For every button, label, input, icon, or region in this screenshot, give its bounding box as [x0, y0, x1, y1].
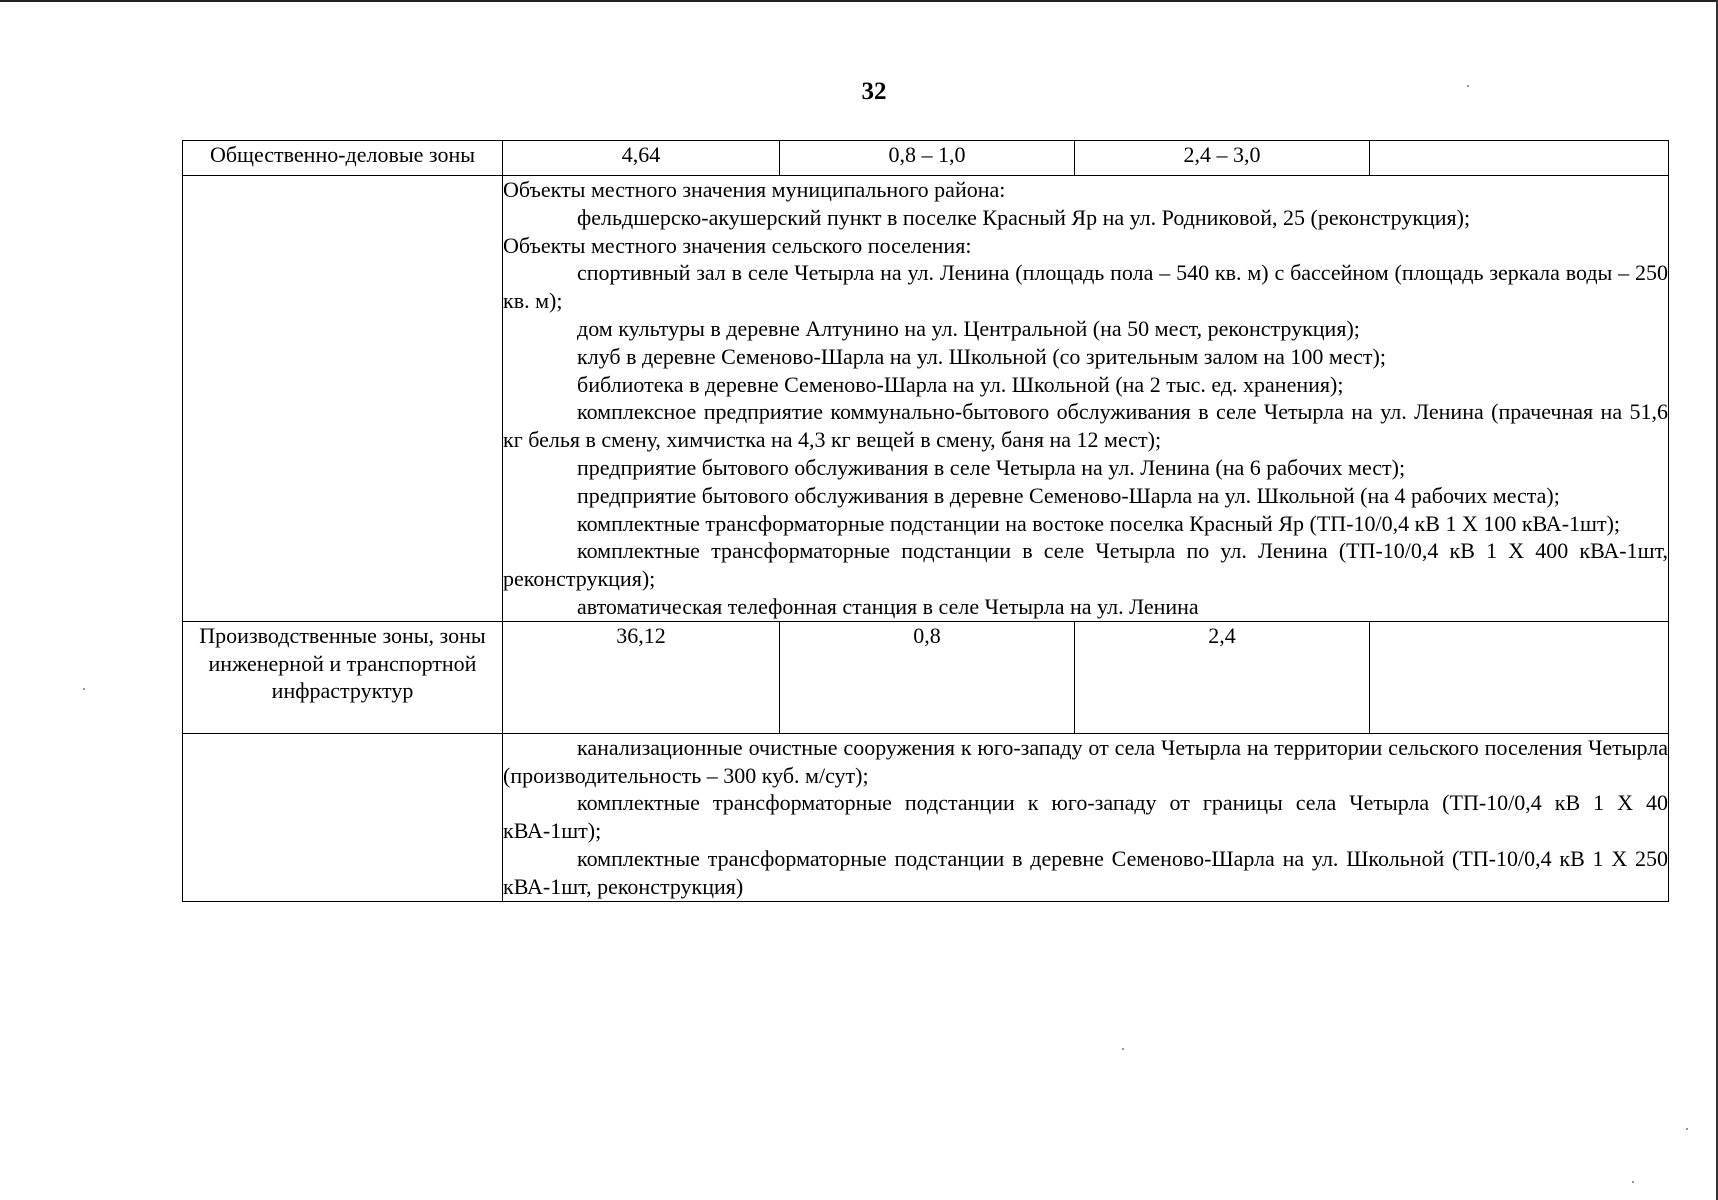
- value-cell: 0,8: [780, 621, 1075, 733]
- value-cell: [1370, 141, 1669, 176]
- zone-name-cell: Производственные зоны, зоны инженерной и транспортной инфраструктур: [183, 621, 503, 733]
- value-cell: [1370, 621, 1669, 733]
- object-item: комплексное предприятие коммунально-бытового обслуживания в селе Четырла на ул. Ленина (прачечная на 51,6 кг белья в смену, химчистка на 4,3 кг вещей в смену, баня на 12 мест);: [503, 399, 1668, 453]
- object-item: фельдшерско-акушерский пункт в поселке Красный Яр на ул. Родниковой, 25 (реконструкция);: [577, 204, 1471, 230]
- objects-cell: [503, 176, 1669, 622]
- object-item: предприятие бытового обслуживания в деревне Семеново-Шарла на ул. Школьной (на 4 рабочих места);: [577, 482, 1560, 508]
- object-item: спортивный зал в селе Четырла на ул. Ленина (площадь пола – 540 кв. м) с бассейном (площадь зеркала воды – 250 кв. м);: [503, 260, 1668, 314]
- objects-cell: [503, 733, 1669, 901]
- object-item: библиотека в деревне Семеново-Шарла на ул. Школьной (на 2 тыс. ед. хранения);: [577, 371, 1344, 397]
- table-row-production-objects: [183, 733, 1669, 901]
- empty-zone-cell: [183, 733, 503, 901]
- object-item: предприятие бытового обслуживания в селе Четырла на ул. Ленина (на 6 рабочих мест);: [577, 454, 1406, 480]
- zones-table: [182, 140, 1669, 902]
- scan-speck: [1467, 85, 1469, 87]
- value-cell: 2,4 – 3,0: [1075, 141, 1370, 176]
- table-row-public-business: [183, 141, 1669, 176]
- page-number: 32: [861, 78, 887, 105]
- scan-speck: [1122, 1048, 1124, 1050]
- object-item: комплектные трансформаторные подстанции на востоке поселка Красный Яр (ТП-10/0,4 кВ 1 Х 100 кВА-1шт);: [577, 510, 1621, 536]
- object-item: комплектные трансформаторные подстанции к юго-западу от границы села Четырла (ТП-10/0,4 кВ 1 Х 40 кВА-1шт);: [503, 790, 1668, 844]
- value-cell: 4,64: [503, 141, 780, 176]
- value-cell: 0,8 – 1,0: [780, 141, 1075, 176]
- object-item: комплектные трансформаторные подстанции в селе Четырла по ул. Ленина (ТП-10/0,4 кВ 1 Х 400 кВА-1шт, реконструкция);: [503, 538, 1668, 592]
- scan-speck: [83, 688, 85, 690]
- zone-name-cell: Общественно-деловые зоны: [183, 141, 503, 176]
- value-cell: 36,12: [503, 621, 780, 733]
- object-item: комплектные трансформаторные подстанции в деревне Семеново-Шарла на ул. Школьной (ТП-10/0,4 кВ 1 Х 250 кВА-1шт, реконструкция): [503, 845, 1668, 899]
- object-item: автоматическая телефонная станция в селе Четырла на ул. Ленина: [577, 593, 1199, 619]
- object-item: дом культуры в деревне Алтунино на ул. Центральной (на 50 мест, реконструкция);: [577, 315, 1360, 341]
- value-cell: 2,4: [1075, 621, 1370, 733]
- object-item: канализационные очистные сооружения к юго-западу от села Четырла на территории сельского поселения Четырла (производительность – 300 куб. м/сут);: [503, 734, 1668, 788]
- objects-heading: Объекты местного значения муниципального района:: [503, 177, 1006, 202]
- page-top-border: [0, 0, 1718, 2]
- scan-speck: [1632, 1181, 1634, 1183]
- table-row-public-business-objects: [183, 176, 1669, 622]
- object-item: клуб в деревне Семеново-Шарла на ул. Школьной (со зрительным залом на 100 мест);: [577, 343, 1386, 369]
- objects-heading: Объекты местного значения сельского поселения:: [503, 232, 972, 258]
- table-row-production: [183, 621, 1669, 733]
- empty-zone-cell: [183, 176, 503, 622]
- scan-speck: [1686, 1128, 1688, 1130]
